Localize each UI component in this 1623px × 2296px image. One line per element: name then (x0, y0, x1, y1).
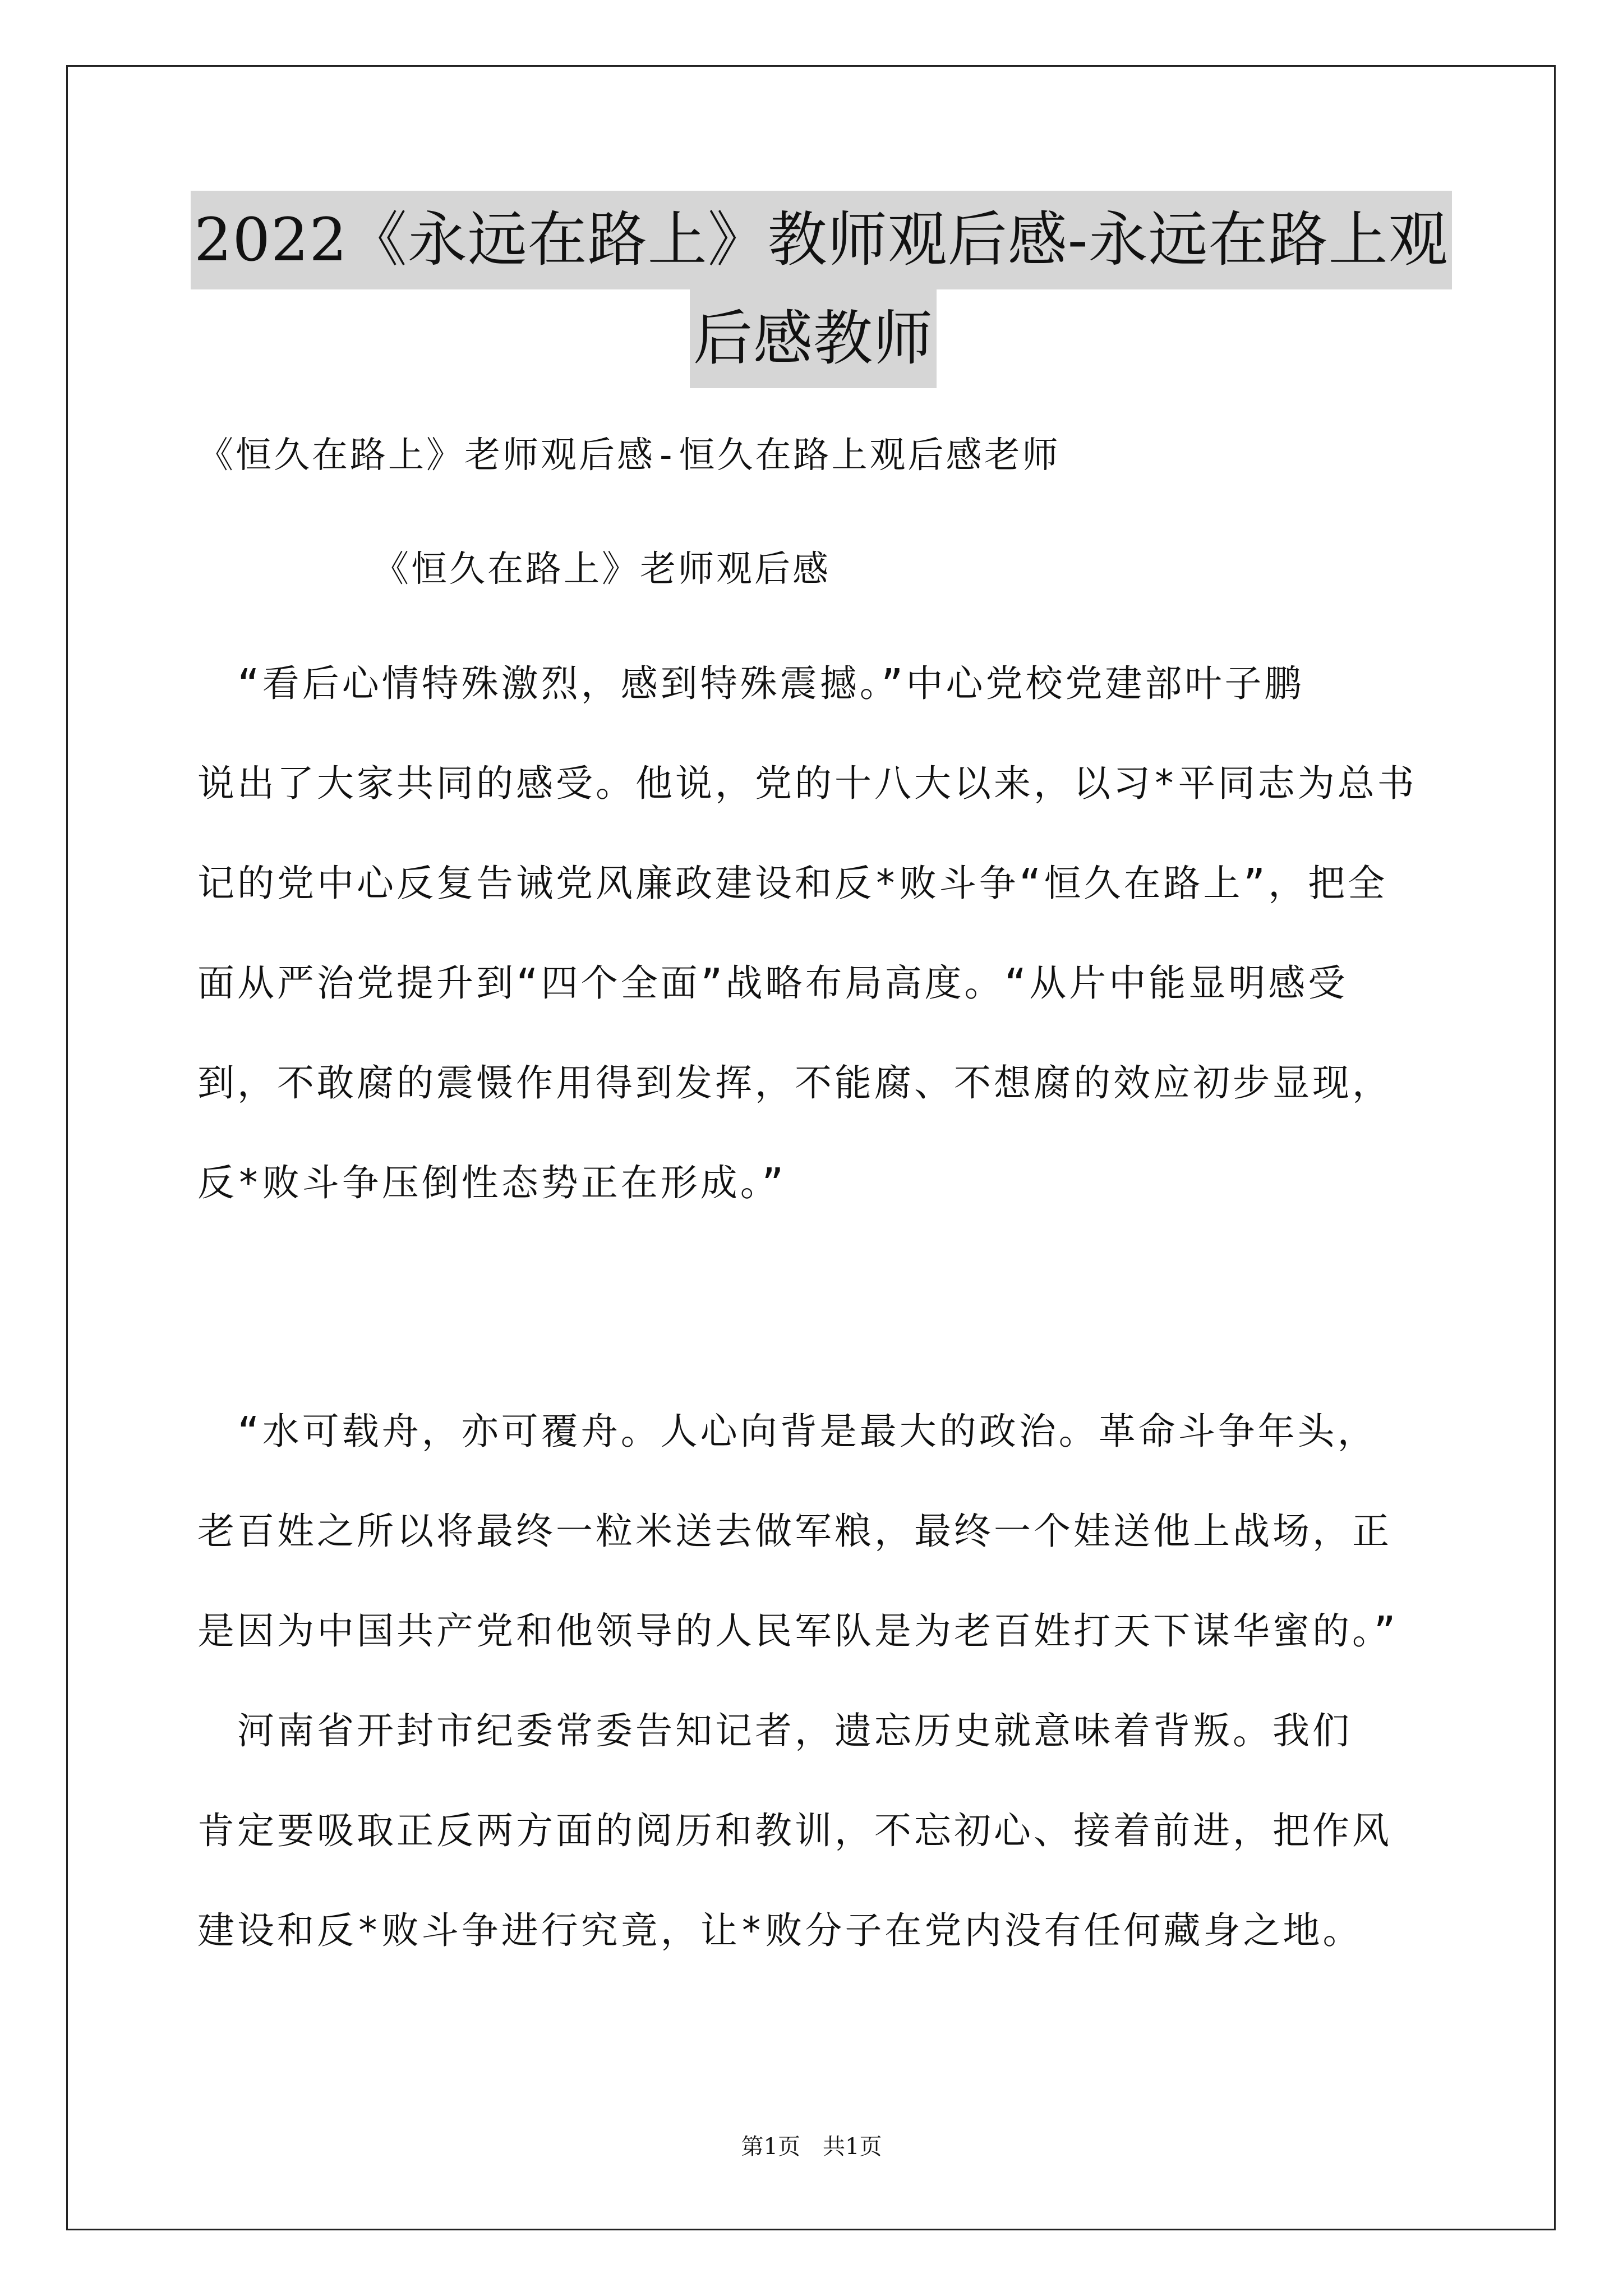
paragraph-1-line-6: 反*败斗争压倒性态势正在形成。” (197, 1161, 787, 1204)
paragraph-2-line-3: 是因为中国共产党和他领导的人民军队是为老百姓打天下谋华蜜的。” (197, 1609, 1399, 1653)
paragraph-3-line-2: 肯定要吸取正反两方面的阅历和教训，不忘初心、接着前进，把作风 (197, 1809, 1392, 1852)
section-heading: 《恒久在路上》老师观后感 (373, 549, 831, 590)
document-subtitle: 《恒久在路上》老师观后感-恒久在路上观后感老师 (197, 435, 1061, 476)
paragraph-1-line-5: 到，不敢腐的震慑作用得到发挥，不能腐、不想腐的效应初步显现， (197, 1061, 1392, 1105)
document-title (191, 191, 1449, 388)
page-footer: 第1页 共1页 (741, 2134, 882, 2160)
paragraph-3-line-3: 建设和反*败斗争进行究竟，让*败分子在党内没有任何藏身之地。 (197, 1909, 1363, 1952)
paragraph-2-line-2: 老百姓之所以将最终一粒米送去做军粮，最终一个娃送他上战场，正 (197, 1510, 1392, 1553)
paragraph-1-line-1: “看后心情特殊激烈，感到特殊震撼。”中心党校党建部叶子鹏 (197, 662, 1304, 705)
paragraph-1-line-3: 记的党中心反复告诫党风廉政建设和反*败斗争“恒久在路上”，把全 (197, 862, 1388, 905)
paragraph-1-line-4: 面从严治党提升到“四个全面”战略布局高度。“从片中能显明感受 (197, 961, 1348, 1005)
paragraph-3-line-1: 河南省开封市纪委常委告知记者，遗忘历史就意味着背叛。我们 (197, 1709, 1352, 1752)
title-line-1: 2022《永远在路上》教师观后感-永远在路上观 (191, 191, 1452, 289)
paragraph-1-line-2: 说出了大家共同的感受。他说，党的十八大以来，以习*平同志为总书 (197, 762, 1417, 805)
paragraph-2-line-1: “水可载舟，亦可覆舟。人心向背是最大的政治。革命斗争年头， (197, 1410, 1377, 1453)
title-line-2: 后感教师 (690, 289, 937, 388)
